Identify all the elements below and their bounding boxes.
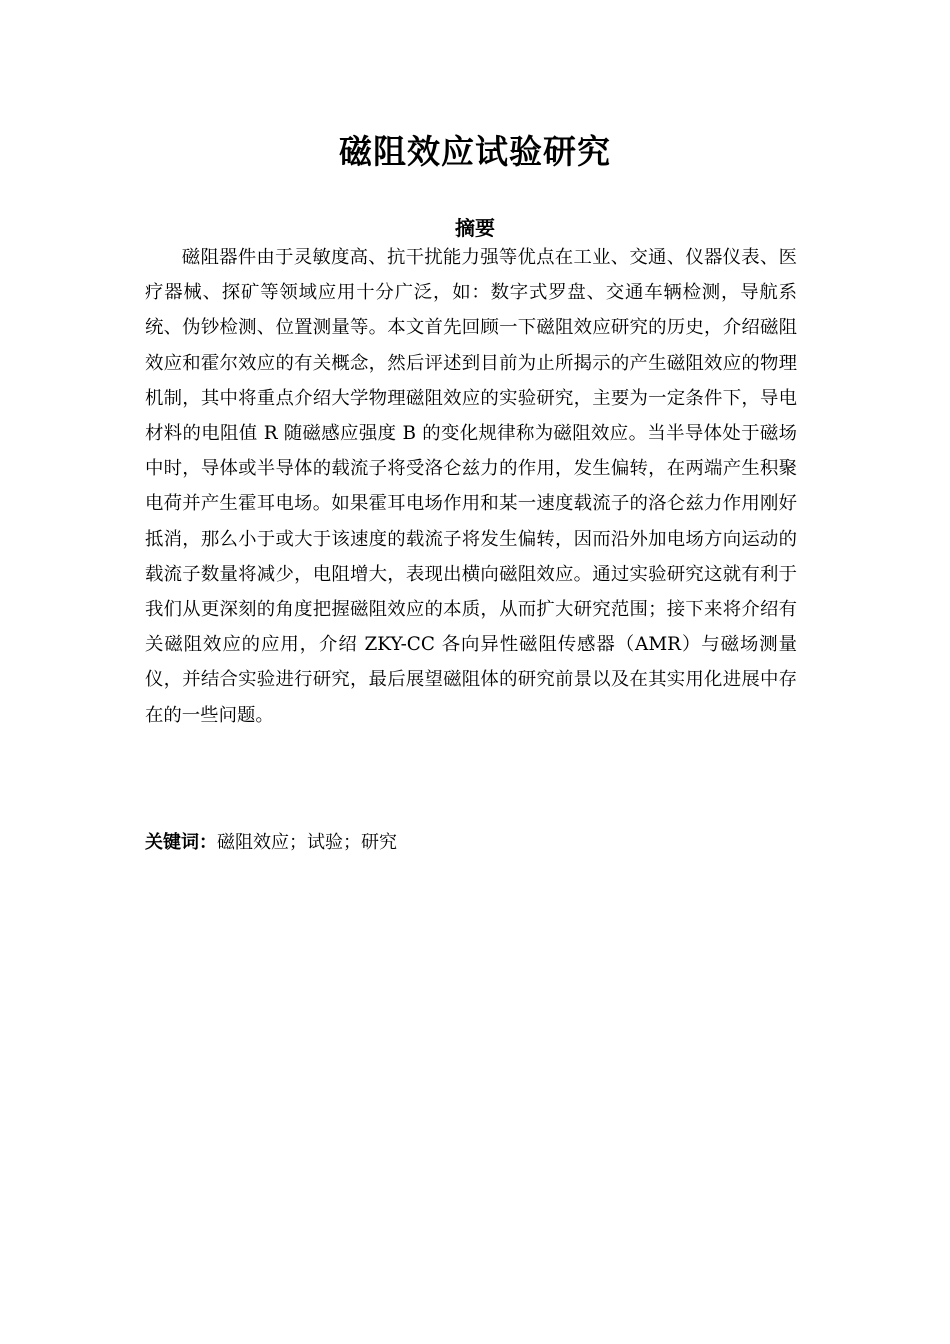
abstract-heading: 摘要: [455, 216, 495, 240]
abstract-paragraph: 磁阻器件由于灵敏度高、抗干扰能力强等优点在工业、交通、仪器仪表、医疗器械、探矿等领域应用十分广泛，如：数字式罗盘、交通车辆检测，导航系统、伪钞检测、位置测量等。本文首先回顾一下磁阻效应研究的历史，介绍磁阻效应和霍尔效应的有关概念，然后评述到目前为止所揭示的产生磁阻效应的物理机制，其中将重点介绍大学物理磁阻效应的实验研究，主要为一定条件下，导电材料的电阻值 R 随磁感应强度 B 的变化规律称为磁阻效应。当半导体处于磁场中时，导体或半导体的载流子将受洛仑兹力的作用，发生偏转，在两端产生积聚电荷并产生霍耳电场。如果霍耳电场作用和某一速度载流子的洛仑兹力作用刚好抵消，那么小于或大于该速度的载流子将发生偏转，因而沿外加电场方向运动的载流子数量将减少，电阻增大，表现出横向磁阻效应。通过实验研究这就有利于我们从更深刻的角度把握磁阻效应的本质，从而扩大研究范围；接下来将介绍有关磁阻效应的应用，介绍 ZKY-CC 各向异性磁阻传感器（AMR）与磁场测量仪，并结合实验进行研究，最后展望磁阻体的研究前景以及在其实用化进展中存在的一些问题。: [145, 247, 797, 726]
document-title: 磁阻效应试验研究: [339, 132, 611, 171]
keywords-label: 关键词：: [145, 832, 217, 853]
keywords-value: 磁阻效应；试验；研究: [217, 832, 397, 853]
keywords-line: [145, 826, 797, 860]
